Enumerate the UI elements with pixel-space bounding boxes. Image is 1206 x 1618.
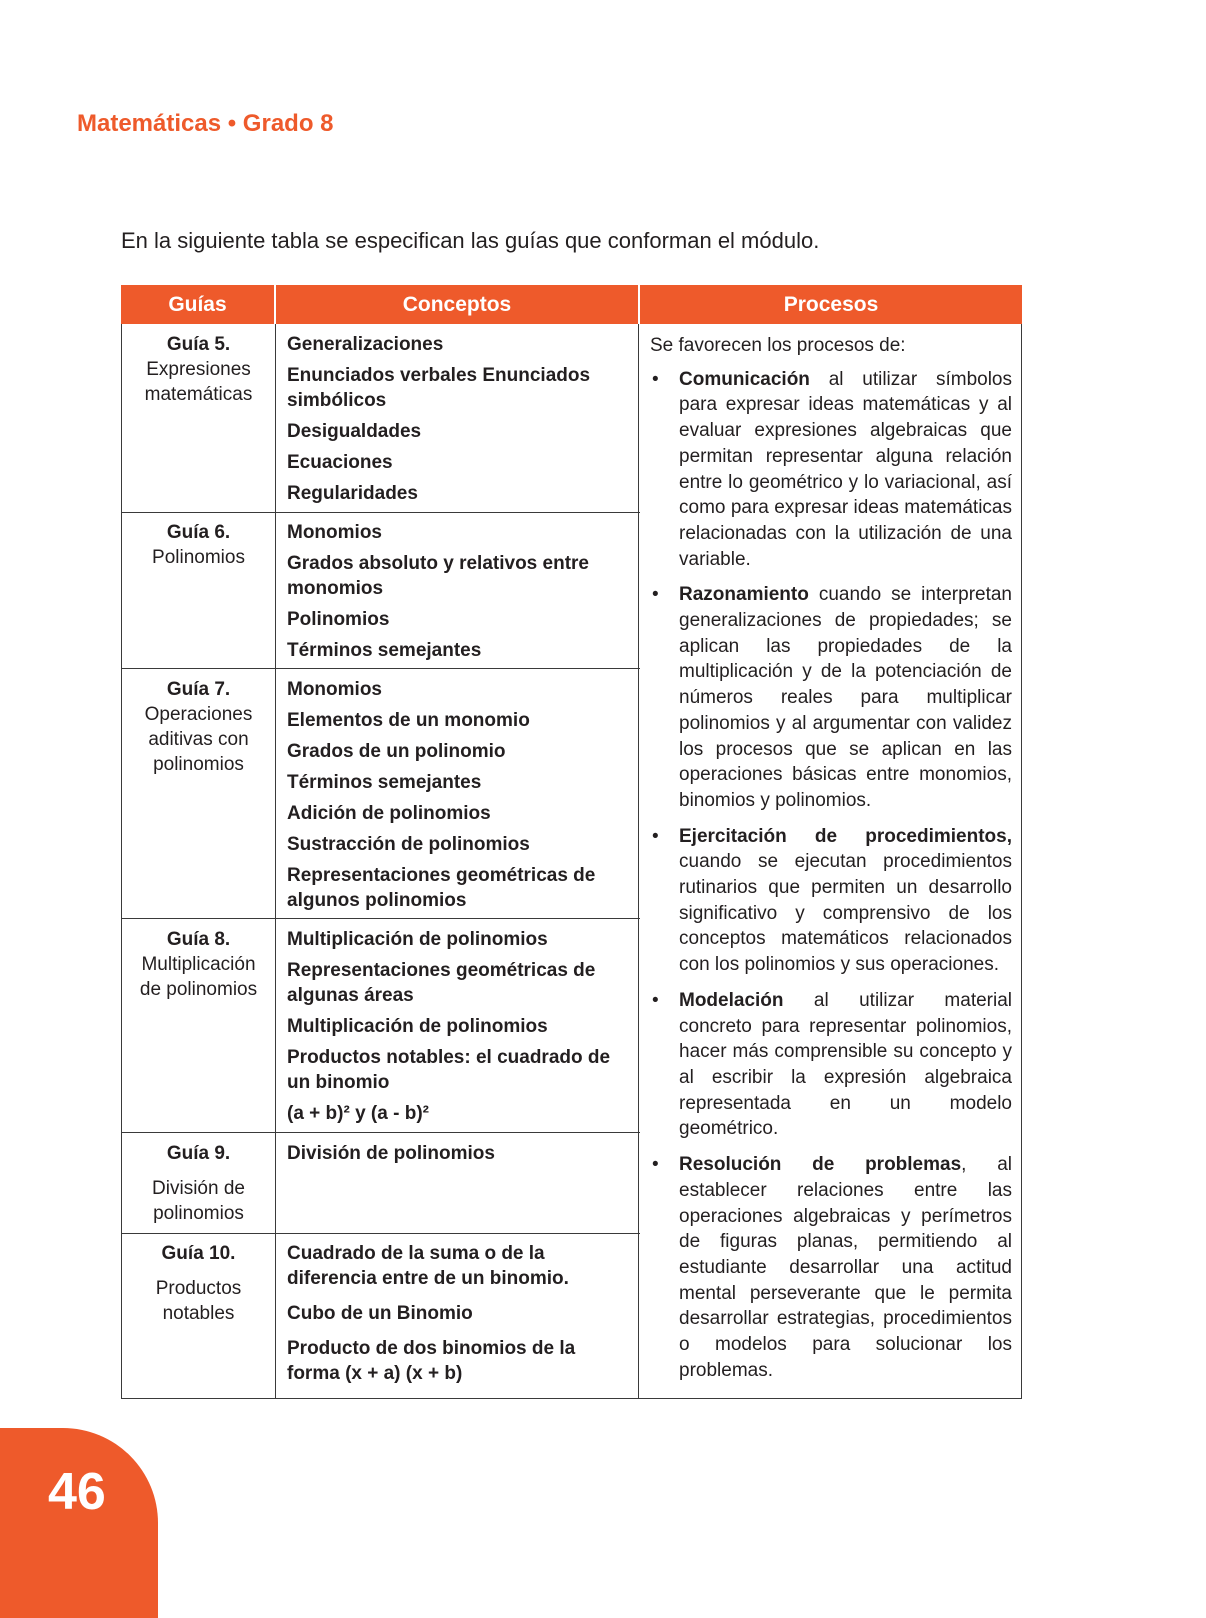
process-term: Resolución de problemas [679, 1154, 962, 1176]
process-text: al utilizar símbolos para expresar ideas matemáticas y al evaluar expresiones algebraicas que permitan representar alguna relación entre lo geométrico y lo variacional, así como para expresar ideas matemáticas relacionadas con la utilización de una variable. [679, 368, 1012, 570]
guia-cell-7 [121, 677, 276, 777]
concepts-cell-10 [287, 1241, 632, 1392]
guia-cell-9 [121, 1141, 276, 1226]
concept-item: Cubo de un Binomio [287, 1303, 473, 1324]
process-item-resolucion [650, 1152, 1012, 1383]
table-header-row [121, 285, 1022, 324]
concept-item: Grados absoluto y relativos entre monomios [287, 553, 589, 599]
concept-item: Términos semejantes [287, 640, 482, 661]
process-term: Ejercitación de procedimientos, [679, 825, 1012, 847]
process-term: Modelación [679, 989, 784, 1011]
page-number-badge [0, 1428, 158, 1618]
column-divider-2 [638, 324, 639, 1399]
concept-item: Productos notables: el cuadrado de un binomio [287, 1047, 611, 1093]
concept-item: Generalizaciones [287, 334, 444, 355]
guia-cell-6 [121, 520, 276, 570]
guia-title: Guía 5. [166, 334, 231, 355]
guia-title: Guía 10. [161, 1243, 236, 1264]
header-conceptos: Conceptos [276, 285, 640, 324]
procesos-cell [650, 333, 1012, 1393]
guia-cell-8 [121, 927, 276, 1002]
concept-item: División de polinomios [287, 1143, 495, 1164]
column-divider-1 [275, 324, 276, 1399]
guia-title: Guía 6. [166, 522, 231, 543]
process-text: cuando se ejecutan procedimientos rutinarios que permiten un desarrollo significativo y comprensivo de los conceptos matemáticos relacionados con los polinomios y sus operaciones. [679, 851, 1012, 976]
guia-description: Operaciones aditivas con polinomios [144, 704, 253, 775]
process-item-modelacion [650, 988, 1012, 1142]
concept-item: Representaciones geométricas de algunos polinomios [287, 865, 596, 911]
concept-item: (a + b)² y (a - b)² [287, 1103, 429, 1124]
concept-item: Grados de un polinomio [287, 741, 506, 762]
process-term: Comunicación [679, 368, 810, 390]
page-header-title: Matemáticas • Grado 8 [77, 110, 334, 137]
bullet-icon: • [652, 368, 659, 390]
header-guias: Guías [121, 285, 276, 324]
row-divider [121, 1132, 640, 1133]
concepts-cell-6 [287, 520, 632, 669]
concept-item: Adición de polinomios [287, 803, 491, 824]
intro-paragraph: En la siguiente tabla se especifican las guías que conforman el módulo. [121, 228, 820, 253]
concept-item: Regularidades [287, 483, 418, 504]
process-text: , al establecer relaciones entre las operaciones algebraicas y perímetros de figuras planas, permitiendo al estudiante desarrollar una actitud mental perseverante que le permita desarrollar estrategias, procedimientos o modelos para solucionar los problemas. [679, 1154, 1012, 1381]
guia-title: Guía 9. [166, 1143, 231, 1164]
concept-item: Multiplicación de polinomios [287, 929, 548, 950]
guia-description: División de polinomios [152, 1178, 245, 1224]
procesos-intro: Se favorecen los procesos de: [650, 335, 906, 356]
concept-item: Ecuaciones [287, 452, 393, 473]
concept-item: Representaciones geométricas de algunas áreas [287, 960, 596, 1006]
bullet-icon: • [652, 584, 659, 606]
concept-item: Monomios [287, 679, 382, 700]
process-text: al utilizar material concreto para representar polinomios, hacer más comprensible su concepto y al escribir la expresión algebraica representada en un modelo geométrico. [679, 989, 1012, 1140]
process-item-comunicacion [650, 367, 1012, 573]
bullet-icon: • [652, 989, 659, 1011]
concept-item: Sustracción de polinomios [287, 834, 530, 855]
concept-item: Multiplicación de polinomios [287, 1016, 548, 1037]
guides-table [121, 285, 1022, 1401]
concept-item: Cuadrado de la suma o de la diferencia entre de un binomio. [287, 1243, 569, 1289]
concept-item: Enunciados verbales Enunciados simbólicos [287, 365, 591, 411]
concept-item: Monomios [287, 522, 382, 543]
page-number: 46 [48, 1463, 106, 1521]
concept-item: Elementos de un monomio [287, 710, 530, 731]
concept-item: Desigualdades [287, 421, 422, 442]
concepts-cell-9 [287, 1141, 632, 1172]
process-item-razonamiento [650, 582, 1012, 813]
guia-title: Guía 8. [166, 929, 231, 950]
bullet-icon: • [652, 825, 659, 847]
guia-description: Expresiones matemáticas [144, 359, 253, 405]
header-procesos: Procesos [783, 292, 879, 316]
process-item-ejercitacion [650, 824, 1012, 978]
guia-title: Guía 7. [166, 679, 231, 700]
guia-cell-5 [121, 332, 276, 407]
process-text: cuando se interpretan generalizaciones de propiedades; se aplican las propiedades de la multiplicación y de la potenciación de números reales para multiplicar polinomios y al argumentar con validez los procesos que se aplican en las operaciones básicas entre monomios, binomios y polinomios. [679, 584, 1012, 811]
concepts-cell-8 [287, 927, 632, 1132]
row-divider [121, 512, 640, 513]
guia-description: Productos notables [155, 1278, 242, 1324]
concepts-cell-5 [287, 332, 632, 512]
process-term: Razonamiento [679, 584, 809, 606]
concept-item: Producto de dos binomios de la forma (x + a) (x + b) [287, 1338, 576, 1384]
concept-item: Polinomios [287, 609, 390, 630]
guia-cell-10 [121, 1241, 276, 1326]
concepts-cell-7 [287, 677, 632, 919]
concept-item: Términos semejantes [287, 772, 482, 793]
guia-description: Polinomios [152, 547, 245, 568]
row-divider [121, 1233, 640, 1234]
guia-description: Multiplicación de polinomios [139, 954, 258, 1000]
bullet-icon: • [652, 1154, 659, 1176]
